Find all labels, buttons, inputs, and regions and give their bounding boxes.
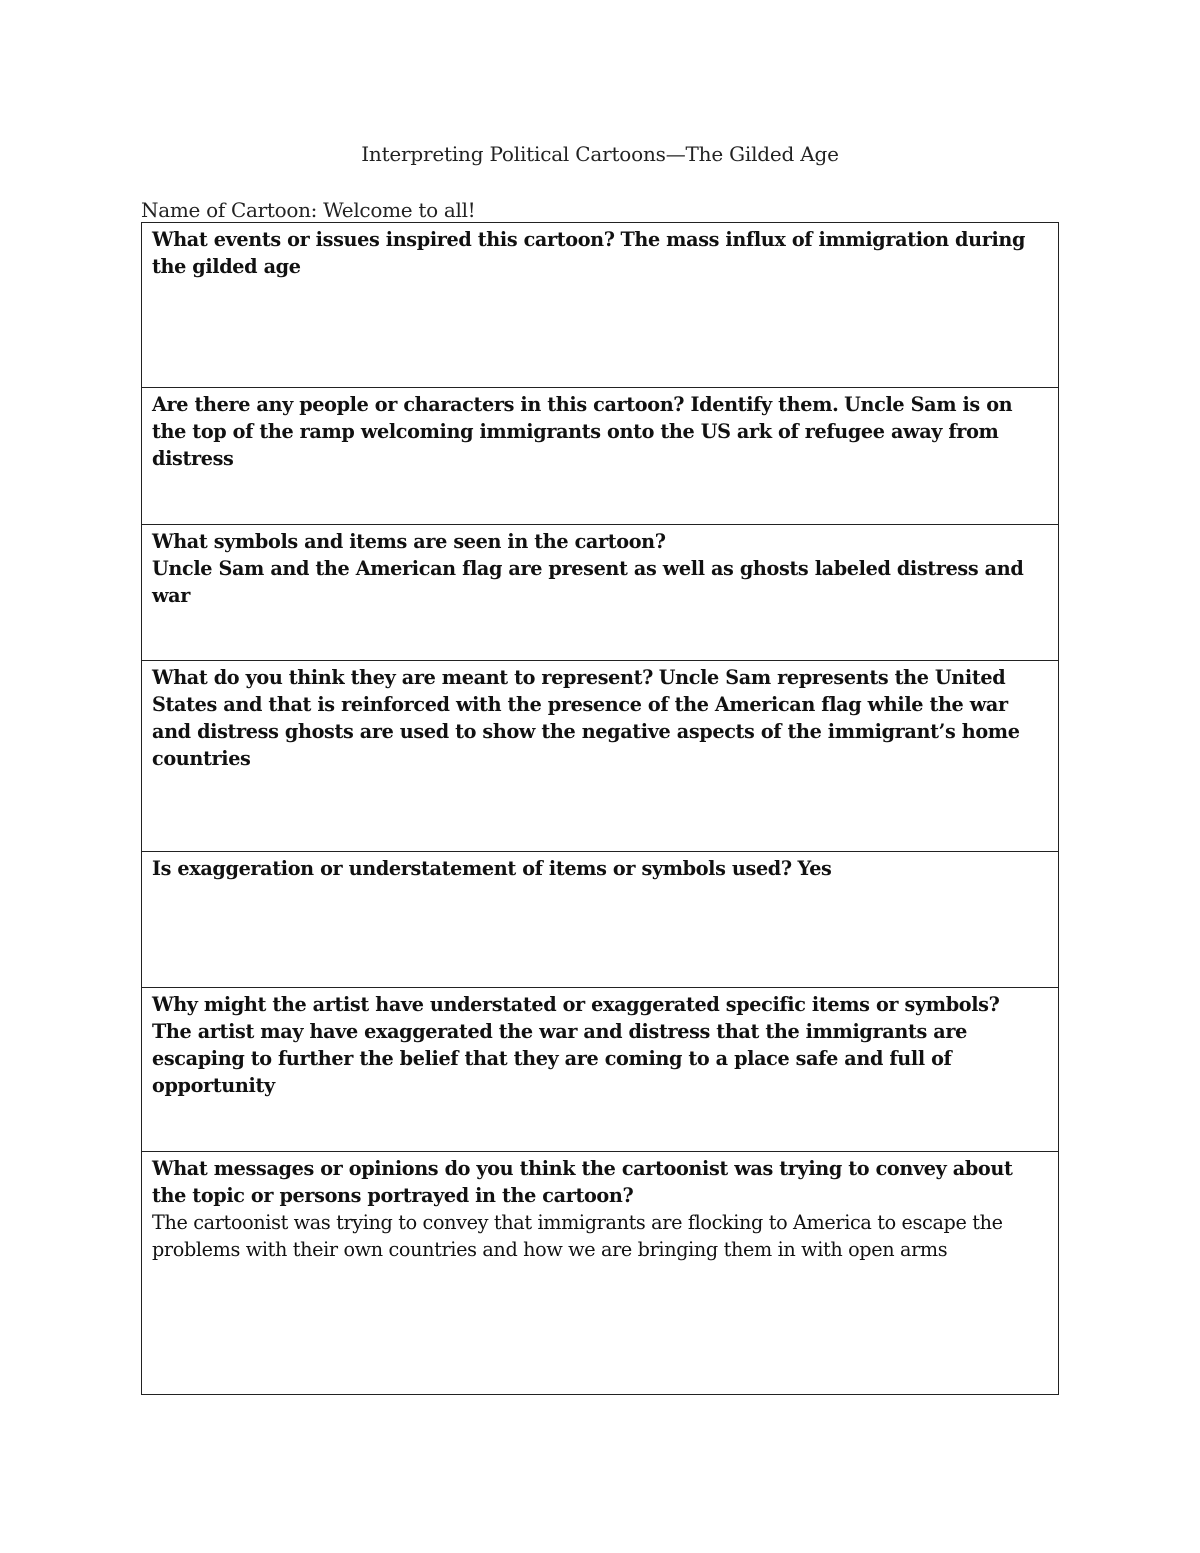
answer-text: Uncle Sam and the American flag are present as well as ghosts labeled distress and war bbox=[152, 557, 1024, 607]
worksheet-row-why-exaggerated bbox=[142, 987, 1058, 1151]
question-text: What events or issues inspired this cartoon? bbox=[152, 228, 615, 251]
question-text: Are there any people or characters in this cartoon? Identify them. bbox=[152, 393, 839, 416]
answer-text: The mass influx of immigration during the gilded age bbox=[152, 228, 1026, 278]
worksheet-row-message bbox=[142, 1151, 1058, 1394]
cartoon-name-value: Welcome to all! bbox=[323, 198, 476, 222]
document-title: Interpreting Political Cartoons—The Gilded Age bbox=[361, 142, 839, 166]
worksheet-row-people bbox=[142, 387, 1058, 524]
worksheet-row-events bbox=[142, 223, 1058, 387]
worksheet-row-exaggeration bbox=[142, 851, 1058, 987]
answer-text: Uncle Sam represents the United States and that is reinforced with the presence of the American flag while the war and distress ghosts are used to show the negative aspects of the immigrant’s home countries bbox=[152, 666, 1020, 770]
question-text: What do you think they are meant to represent? bbox=[152, 666, 654, 689]
worksheet-row-symbols bbox=[142, 524, 1058, 660]
cartoon-name-label: Name of Cartoon: bbox=[141, 198, 318, 222]
worksheet-table bbox=[141, 222, 1059, 1395]
question-text: Why might the artist have understated or exaggerated specific items or symbols? bbox=[152, 993, 1000, 1016]
answer-text: The artist may have exaggerated the war and distress that the immigrants are escaping to further the belief that they are coming to a place safe and full of opportunity bbox=[152, 1020, 967, 1097]
question-text: What messages or opinions do you think the cartoonist was trying to convey about the topic or persons portrayed in the cartoon? bbox=[152, 1157, 1013, 1207]
answer-text: The cartoonist was trying to convey that immigrants are flocking to America to escape the problems with their own countries and how we are bringing them in with open arms bbox=[152, 1211, 1003, 1261]
worksheet-row-represent bbox=[142, 660, 1058, 851]
answer-text: Uncle Sam is on the top of the ramp welcoming immigrants onto the US ark of refugee away from distress bbox=[152, 393, 1013, 470]
cartoon-name-line bbox=[141, 198, 475, 222]
answer-text: Yes bbox=[797, 857, 832, 880]
question-text: Is exaggeration or understatement of items or symbols used? bbox=[152, 857, 792, 880]
question-text: What symbols and items are seen in the cartoon? bbox=[152, 530, 666, 553]
